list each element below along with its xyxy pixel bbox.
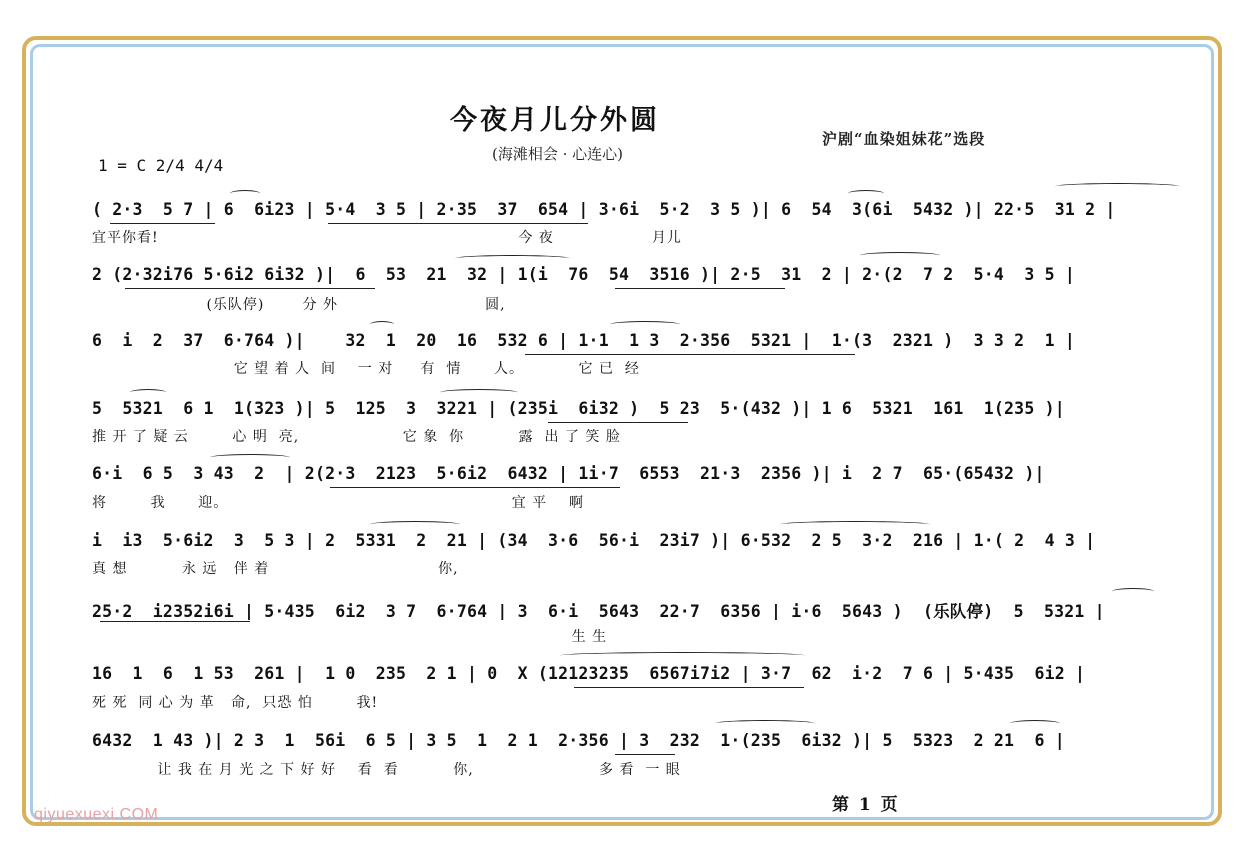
score-line-7: 25·2 i2352i6i | 5·435 6i2 3 7 6·764 | 3 6·i 5643 22·7 6356 | i·6 5643 ) (乐队停) 5 5321 | xyxy=(92,602,1105,620)
slur-mark xyxy=(370,321,394,328)
score-line-8: 16 1 6 1 53 261 | 1 0 235 2 1 | 0 X (12123235 6567i7i2 | 3·7 62 i·2 7 6 | 5·435 6i2 | xyxy=(92,664,1086,683)
lyric-line-4: 推 开 了 疑 云 心 明 亮, 它 象 你 露 出 了 笑 脸 xyxy=(92,429,621,444)
slur-mark xyxy=(370,521,460,528)
lyric-line-5: 将 我 迎。 宜 平 啊 xyxy=(92,495,584,510)
beam-underline xyxy=(615,754,675,755)
slur-mark xyxy=(1112,588,1154,595)
beam-underline xyxy=(125,288,375,289)
page-number: 第 1 页 xyxy=(832,795,900,815)
score-line-9: 6432 1 43 )| 2 3 1 56i 6 5 | 3 5 1 2 1 2·356 | 3 232 1·(235 6i32 )| 5 5323 2 21 6 | xyxy=(92,731,1065,750)
song-subtitle: (海滩相会 · 心连心) xyxy=(492,145,624,163)
song-title: 今夜月儿分外圆 xyxy=(450,105,660,136)
beam-underline xyxy=(548,422,688,423)
beam-underline xyxy=(574,687,804,688)
slur-mark xyxy=(210,454,290,461)
lyric-line-8: 死 死 同 心 为 革 命, 只恐 怕 我! xyxy=(92,695,379,710)
score-line-5: 6·i 6 5 3 43 2 | 2(2·3 2123 5·6i2 6432 | 1i·7 6553 21·3 2356 )| i 2 7 65·(65432 )| xyxy=(92,464,1045,483)
slur-mark xyxy=(130,389,166,396)
score-line-2: 2 (2·32i76 5·6i2 6i32 )| 6 53 21 32 | 1(i 76 54 3516 )| 2·5 31 2 | 2·(2 7 2 5·4 3 5 | xyxy=(92,265,1075,284)
beam-underline xyxy=(615,288,785,289)
slur-mark xyxy=(848,190,884,197)
lyric-line-2: (乐队停) 分 外 圆, xyxy=(92,297,506,312)
slur-mark xyxy=(860,252,940,259)
lyric-line-6: 真 想 永 远 伴 着 你, xyxy=(92,561,459,576)
beam-underline xyxy=(110,223,215,224)
lyric-line-7: 生 生 xyxy=(92,629,608,644)
key-signature: 1 = C 2/4 4/4 xyxy=(98,156,224,175)
beam-underline xyxy=(100,621,250,622)
slur-mark xyxy=(1010,720,1060,727)
lyric-line-1: 宜平你看! 今 夜 月儿 xyxy=(92,230,682,245)
slur-mark xyxy=(1055,183,1180,190)
score-line-3: 6 i 2 37 6·764 )| 32 1 20 16 532 6 | 1·1 1 3 2·356 5321 | 1·(3 2321 ) 3 3 2 1 | xyxy=(92,331,1075,350)
slur-mark xyxy=(610,321,680,328)
score-line-6: i i3 5·6i2 3 5 3 | 2 5331 2 21 | (34 3·6 56·i 23i7 )| 6·532 2 5 3·2 216 | 1·( 2 4 3 | xyxy=(92,531,1096,550)
score-line-1: ( 2·3 5 7 | 6 6i23 | 5·4 3 5 | 2·35 37 654 | 3·6i 5·2 3 5 )| 6 54 3(6i 5432 )| 22·5 31 2 | xyxy=(92,200,1116,219)
slur-mark xyxy=(440,389,518,396)
slur-mark xyxy=(715,720,815,727)
beam-underline xyxy=(328,223,588,224)
slur-mark xyxy=(230,190,260,197)
slur-mark xyxy=(560,652,805,659)
beam-underline xyxy=(330,487,620,488)
slur-mark xyxy=(780,521,930,528)
slur-mark xyxy=(455,255,570,262)
lyric-line-3: 它 望 着 人 间 一 对 有 情 人。 它 已 经 xyxy=(92,361,640,376)
beam-underline xyxy=(525,354,855,355)
score-line-4: 5 5321 6 1 1(323 )| 5 125 3 3221 | (235i 6i32 ) 5 23 5·(432 )| 1 6 5321 161 1(235 )| xyxy=(92,399,1065,418)
song-source: 沪剧“血染姐妹花”选段 xyxy=(822,130,986,148)
lyric-line-9: 让 我 在 月 光 之 下 好 好 看 看 你, 多 看 一 眼 xyxy=(92,762,681,777)
watermark: qiyuexuexi.COM xyxy=(34,806,159,823)
